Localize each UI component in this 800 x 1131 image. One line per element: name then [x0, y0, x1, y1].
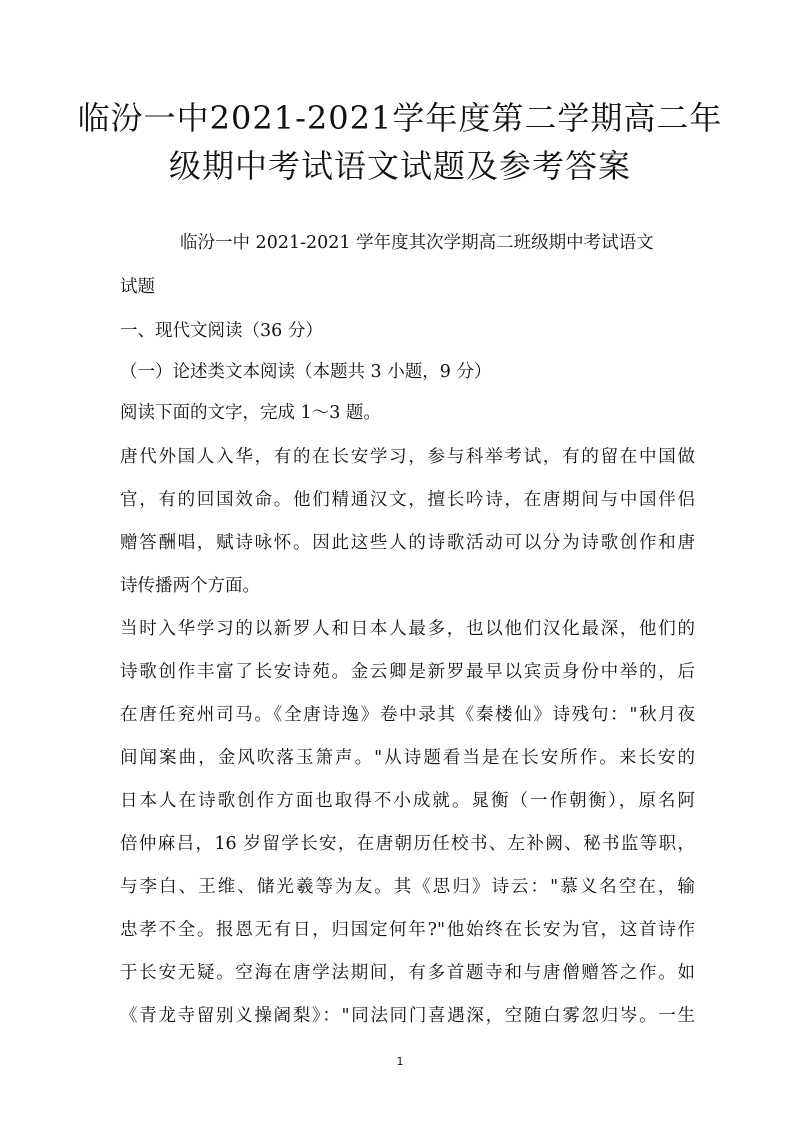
paragraph-line: 于长安无疑。空海在唐学法期间，有多首题寺和与唐僧赠答之作。如 [120, 963, 695, 983]
paragraph-line: 官，有的回国效命。他们精通汉文，擅长吟诗，在唐期间与中国伴侣 [120, 490, 695, 510]
paragraph-line: 与李白、王维、储光羲等为友。其《思归》诗云："慕义名空在，输 [120, 877, 695, 897]
paragraph-line: 赠答酬唱，赋诗咏怀。因此这些人的诗歌活动可以分为诗歌创作和唐 [120, 533, 695, 553]
paragraph-line: 日本人在诗歌创作方面也取得不小成就。晁衡（一作朝衡），原名阿 [120, 791, 695, 811]
section-heading: 一、现代文阅读（36 分） [120, 321, 323, 341]
page-number: 1 [396, 1055, 404, 1068]
paragraph-line: 倍仲麻吕，16 岁留学长安，在唐朝历任校书、左补阙、秘书监等职， [120, 834, 695, 854]
paragraph-line: 当时入华学习的以新罗人和日本人最多，也以他们汉化最深，他们的 [120, 619, 695, 639]
document-title-line-1: 临汾一中2021-2021学年度第二学期高二年 [77, 99, 723, 137]
instruction-text: 阅读下面的文字，完成 1～3 题。 [120, 403, 381, 423]
paragraph-line: 诗传播两个方面。 [120, 576, 260, 596]
subsection-heading: （一）论述类文本阅读（本题共 3 小题，9 分） [120, 362, 492, 382]
subtitle-line-1: 临汾一中 2021-2021 学年度其次学期高二班级期中考试语文 [180, 233, 654, 253]
paragraph-line: 唐代外国人入华，有的在长安学习，参与科举考试，有的留在中国做 [120, 447, 695, 467]
paragraph-line: 忠孝不全。报恩无有日，归国定何年?"他始终在长安为官，这首诗作 [120, 920, 695, 940]
document-title-line-2: 级期中考试语文试题及参考答案 [168, 147, 631, 185]
paragraph-line: 在唐任兖州司马。《全唐诗逸》卷中录其《秦楼仙》诗残句："秋月夜 [120, 705, 695, 725]
paragraph-line: 诗歌创作丰富了长安诗苑。金云卿是新罗最早以宾贡身份中举的，后 [120, 662, 695, 682]
paragraph-line: 间闻案曲，金风吹落玉箫声。"从诗题看当是在长安所作。来长安的 [120, 748, 695, 768]
paragraph-line: 《青龙寺留别义操阇梨》："同法同门喜遇深，空随白雾忽归岑。一生 [120, 1006, 695, 1026]
subtitle-line-2: 试题 [120, 277, 155, 297]
